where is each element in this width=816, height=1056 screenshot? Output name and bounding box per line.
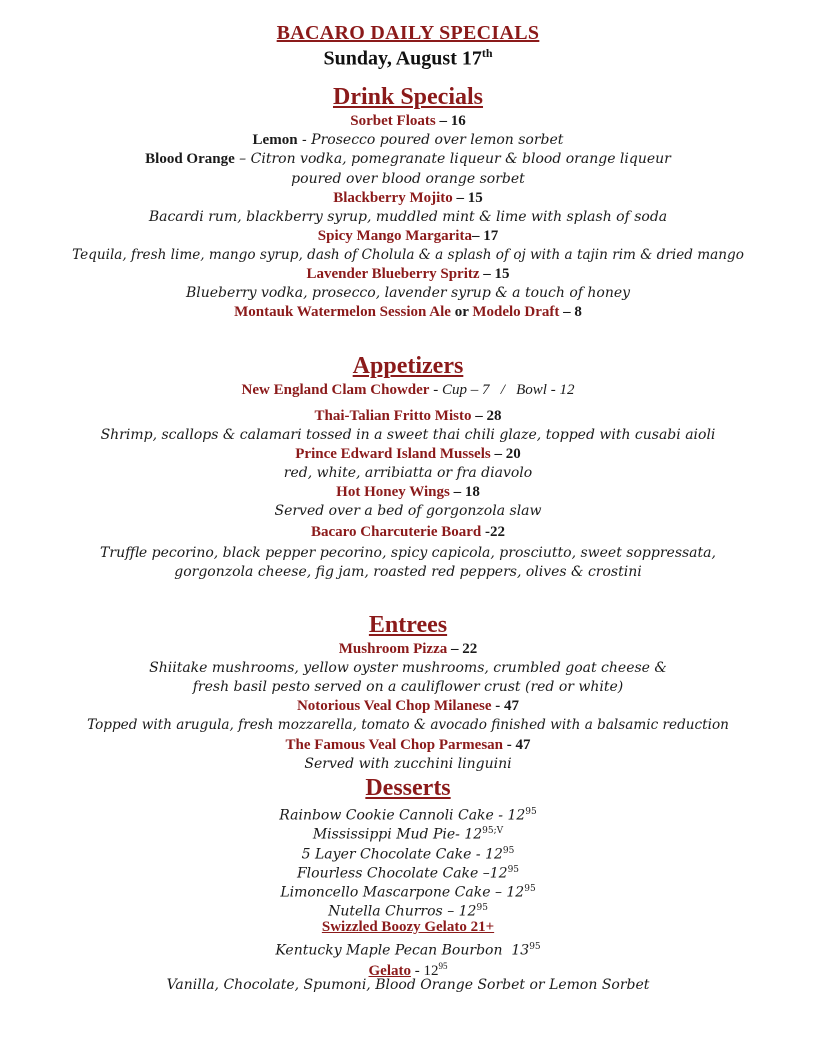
blackberry-mojito-desc: Bacardi rum, blackberry syrup, muddled mint & lime with splash of soda — [148, 209, 668, 225]
lemon-float-item: Lemon - Prosecco poured over lemon sorbet — [252, 132, 564, 148]
beer-specials-item: Montauk Watermelon Session Ale or Modelo Draft – 8 — [234, 304, 582, 320]
menu-title: BACARO DAILY SPECIALS — [276, 22, 540, 44]
veal-milanese-desc: Topped with arugula, fresh mozzarella, tomato & avocado finished with a balsamic reduction — [87, 717, 729, 733]
gelato-flavors-desc: Vanilla, Chocolate, Spumoni, Blood Orange Sorbet or Lemon Sorbet — [166, 977, 650, 993]
charcuterie-board-desc: Truffle pecorino, black pepper pecorino, spicy capicola, prosciutto, sweet soppressata, — [100, 545, 716, 561]
spicy-mango-margarita-item: Spicy Mango Margarita– 17 — [317, 228, 499, 244]
blood-orange-float-item: Blood Orange – Citron vodka, pomegranate liqueur & blood orange liqueur — [145, 151, 671, 167]
veal-milanese-item: Notorious Veal Chop Milanese - 47 — [296, 698, 520, 714]
dessert-item: Rainbow Cookie Cannoli Cake - $12^{95}$ — [279, 807, 537, 824]
dessert-item: 5 Layer Chocolate Cake - $12^{95}$ — [301, 846, 515, 863]
dessert-item: Limoncello Mascarpone Cake – $12^{95}$ — [280, 884, 536, 901]
veal-parmesan-desc: Served with zucchini linguini — [304, 756, 512, 772]
boozy-gelato-item: Swizzled Boozy Gelato 21+ — [321, 919, 495, 935]
fritto-misto-desc: Shrimp, scallops & calamari tossed in a sweet thai chili glaze, topped with cusabi aioli — [100, 427, 716, 443]
hot-honey-wings-desc: Served over a bed of gorgonzola slaw — [274, 503, 542, 519]
blood-orange-float-desc: poured over blood orange sorbet — [291, 171, 525, 187]
fritto-misto-item: Thai-Talian Fritto Misto – 28 — [314, 408, 502, 424]
clam-chowder-item: New England Clam Chowder - Cup – 7 / Bowl - 12 — [241, 382, 575, 398]
hot-honey-wings-item: Hot Honey Wings – 18 — [336, 484, 480, 500]
entrees-heading: Entrees — [368, 612, 448, 638]
lavender-blueberry-spritz-desc: Blueberry vodka, prosecco, lavender syrup & a touch of honey — [185, 285, 631, 301]
veal-parmesan-item: The Famous Veal Chop Parmesan - 47 — [285, 737, 531, 753]
dessert-item: Flourless Chocolate Cake $-12^{95}$ — [296, 865, 520, 882]
menu-date: Sunday, August 17th — [323, 46, 493, 70]
pei-mussels-desc: red, white, arribiatta or fra diavolo — [283, 465, 533, 481]
desserts-heading: Desserts — [365, 775, 451, 801]
mushroom-pizza-desc-2: fresh basil pesto served on a cauliflower crust (red or white) — [192, 679, 624, 695]
spicy-mango-margarita-desc: Tequila, fresh lime, mango syrup, dash of Cholula & a splash of oj with a tajin rim & dried mango — [72, 247, 744, 263]
dessert-item: Nutella Churros – $12^{95}$ — [328, 903, 488, 920]
blackberry-mojito-item: Blackberry Mojito – 15 — [333, 190, 483, 206]
mushroom-pizza-item: Mushroom Pizza – 22 — [338, 641, 478, 657]
appetizers-heading: Appetizers — [352, 353, 464, 379]
mushroom-pizza-desc: Shiitake mushrooms, yellow oyster mushrooms, crumbled goat cheese & — [149, 660, 667, 676]
sorbet-floats-item: Sorbet Floats – 16 — [350, 113, 466, 129]
lavender-blueberry-spritz-item: Lavender Blueberry Spritz – 15 — [306, 266, 510, 282]
bourbon-gelato-item: Kentucky Maple Pecan Bourbon $13^{95}$ — [275, 942, 541, 959]
charcuterie-board-desc-2: gorgonzola cheese, fig jam, roasted red peppers, olives & crostini — [174, 564, 642, 580]
drink-specials-heading: Drink Specials — [332, 84, 484, 110]
charcuterie-board-item: Bacaro Charcuterie Board -22 — [310, 524, 505, 540]
gelato-item: Gelato - $12^{95}$ — [368, 961, 448, 979]
pei-mussels-item: Prince Edward Island Mussels – 20 — [295, 446, 521, 462]
dessert-item: Mississippi Mud Pie- $12^{95;V}$ — [312, 826, 504, 843]
